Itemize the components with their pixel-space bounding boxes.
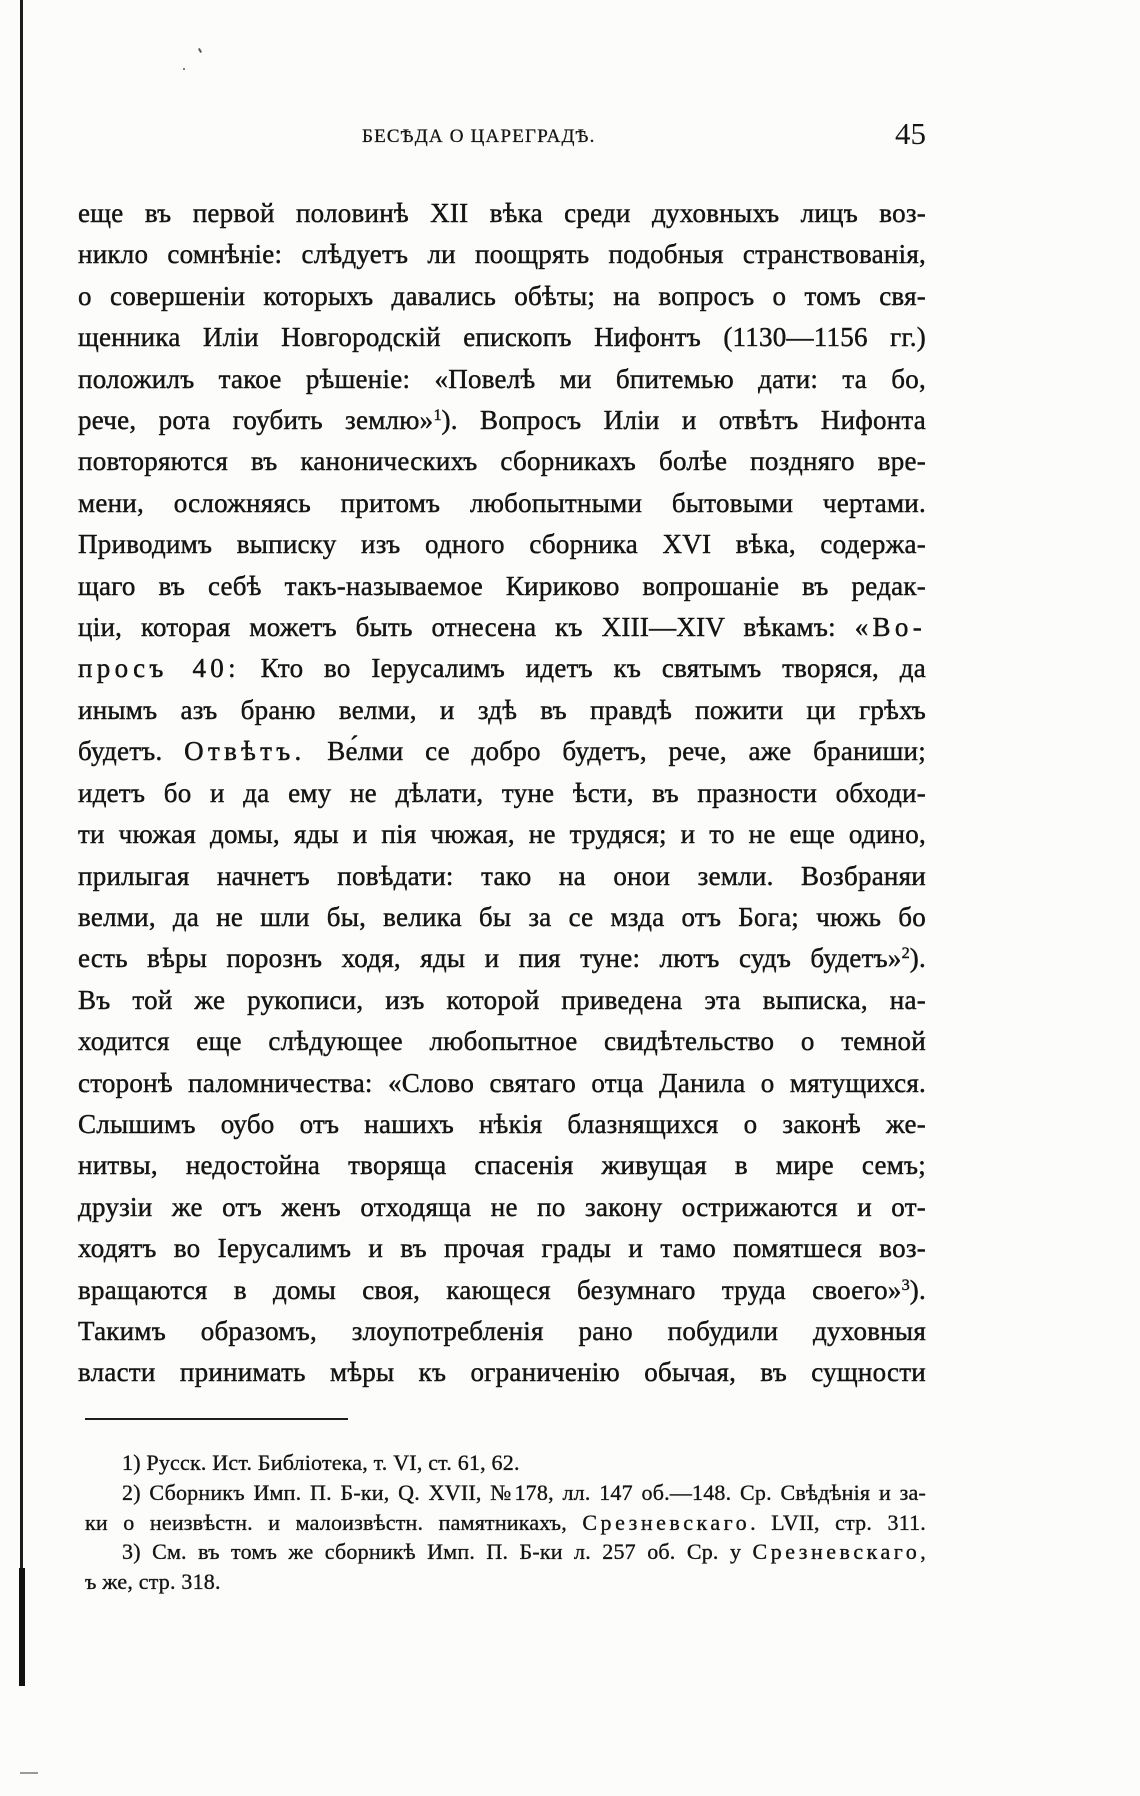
footnote-line: 2) Сборникъ Имп. П. Б-ки, Q. XVII, №178, лл. 147 об.—148. Ср. Свѣдѣнія и за- [122,1479,926,1505]
line-text: ціи, которая можетъ быть отнесена къ XIII—XIV вѣкамъ: [78,612,855,643]
footnote-text: , [920,1539,926,1565]
spaced-emphasis: Отвѣтъ. [184,736,306,767]
text-line: сторонѣ паломничества: «Слово святаго отца Данила о мятущихся. [78,1067,926,1098]
text-line: ходится еще слѣдующее любопытное свидѣтельство о темной [78,1026,926,1057]
text-line: повторяются въ каноническихъ сборникахъ болѣе поздняго вре- [78,446,926,477]
text-line: ти чюжая домы, яды и пія чюжая, не трудяся; и то не еще одино, [78,819,926,850]
line-text: Ве́лми се добро будетъ, рече, аже браниши; [305,736,926,767]
text-line [78,648,926,689]
text-line: ходятъ во Іерусалимъ и въ прочая грады и тамо помятшеся воз- [78,1233,926,1264]
text-line: власти принимать мѣры къ ограниченію обычая, въ сущности [78,1357,926,1388]
line-text: вращаются в домы своя, кающеся безумнаго труда своего» [78,1274,902,1305]
line-text: будетъ. [78,736,185,767]
footnote-ref-1: 1 [433,406,442,425]
footnote-line: 1) Русск. Ист. Библіотека, т. VI, ст. 61, 62. [122,1450,520,1475]
text-line: друзіи же отъ женъ отходяща не по закону острижаются и от- [78,1191,926,1222]
scan-edge-line-thick [19,1568,25,1686]
footnote-line [85,1508,926,1538]
scan-edge-tick [20,1772,38,1774]
text-line: инымъ азъ браню велми, и здѣ въ правдѣ пожити ци грѣхъ [78,694,926,725]
line-text: ). [909,943,926,974]
scan-speck [198,48,202,53]
text-line: еще въ первой половинѣ XII вѣка среди духовныхъ лицъ воз- [78,198,926,228]
text-line: Въ той же рукописи, изъ которой приведена эта выписка, на- [78,984,926,1015]
text-line [78,607,926,648]
spaced-emphasis: Срезневскаго [582,1509,751,1535]
running-title: БЕСѢДА О ЦАРЕГРАДѢ. [362,126,596,147]
body-text [78,193,926,1394]
footnote-text: 3) См. въ томъ же сборникѣ Имп. П. Б-ки л. 257 об. Ср. у [122,1539,753,1565]
page-number: 45 [895,116,926,151]
text-line: о совершеніи которыхъ давались обѣты; на вопросъ о томъ свя- [78,280,926,311]
scan-speck [183,68,185,70]
text-line: щаго въ себѣ такъ-называемое Кириково вопрошаніе въ редак- [78,570,926,601]
text-line: велми, да не шли бы, велика бы за се мзда отъ Бога; чюжь бо [78,901,926,932]
line-text: Кто во Іерусалимъ идетъ къ святымъ творяся, да [239,653,926,684]
footnote-text: ки о неизвѣстн. и малоизвѣстн. памятникахъ, [85,1509,583,1535]
footnote-ref-2: 2 [901,944,910,963]
text-line: положилъ такое рѣшеніе: «Повелѣ ми бпитемью дати: та бо, [78,363,926,394]
footnote-text: . LVII, стр. 311. [750,1509,926,1535]
line-text: ). Вопросъ Иліи и отвѣтъ Нифонта [441,405,927,436]
text-line [78,938,926,979]
text-line: щенника Иліи Новгородскій епископъ Нифонтъ (1130—1156 гг.) [78,322,926,353]
text-line: идетъ бо и да ему не дѣлати, туне ѣсти, въ празности обходи- [78,777,926,808]
text-line [78,731,926,772]
footnote-ref-3: 3 [901,1275,910,1294]
footnotes [85,1448,926,1597]
line-text: ). [909,1274,926,1305]
spaced-emphasis: «Во- [854,612,926,643]
spaced-emphasis: Срезневскаго [752,1539,921,1565]
text-line: Приводимъ выписку изъ одного сборника XVI вѣка, содержа- [78,529,926,560]
spaced-emphasis: просъ 40: [78,653,240,684]
footnote-line: ъ же, стр. 318. [85,1569,221,1595]
text-line: Такимъ образомъ, злоупотребленія рано побудили духовныя [78,1315,926,1346]
text-line: прилыгая начнетъ повѣдати: тако на онои земли. Возбраняи [78,860,926,891]
line-text: рече, рота гоубить землю» [78,405,434,436]
text-line: нитвы, недостойна творяща спасенія живущая в мире семъ; [78,1150,926,1181]
footnote-rule [85,1418,348,1420]
text-line [78,1270,926,1311]
text-line: мени, осложняясь притомъ любопытными бытовыми чертами. [78,487,926,518]
line-text: есть вѣры порознъ ходя, яды и пия туне: лютъ судъ будетъ» [78,943,902,974]
text-line: никло сомнѣніе: слѣдуетъ ли поощрять подобныя странствованія, [78,239,926,270]
text-line: Слышимъ оубо отъ нашихъ нѣкія блазнящихся о законѣ же- [78,1108,926,1139]
text-line [78,400,926,441]
scan-edge-line [20,0,23,1686]
footnote-line [85,1537,926,1567]
